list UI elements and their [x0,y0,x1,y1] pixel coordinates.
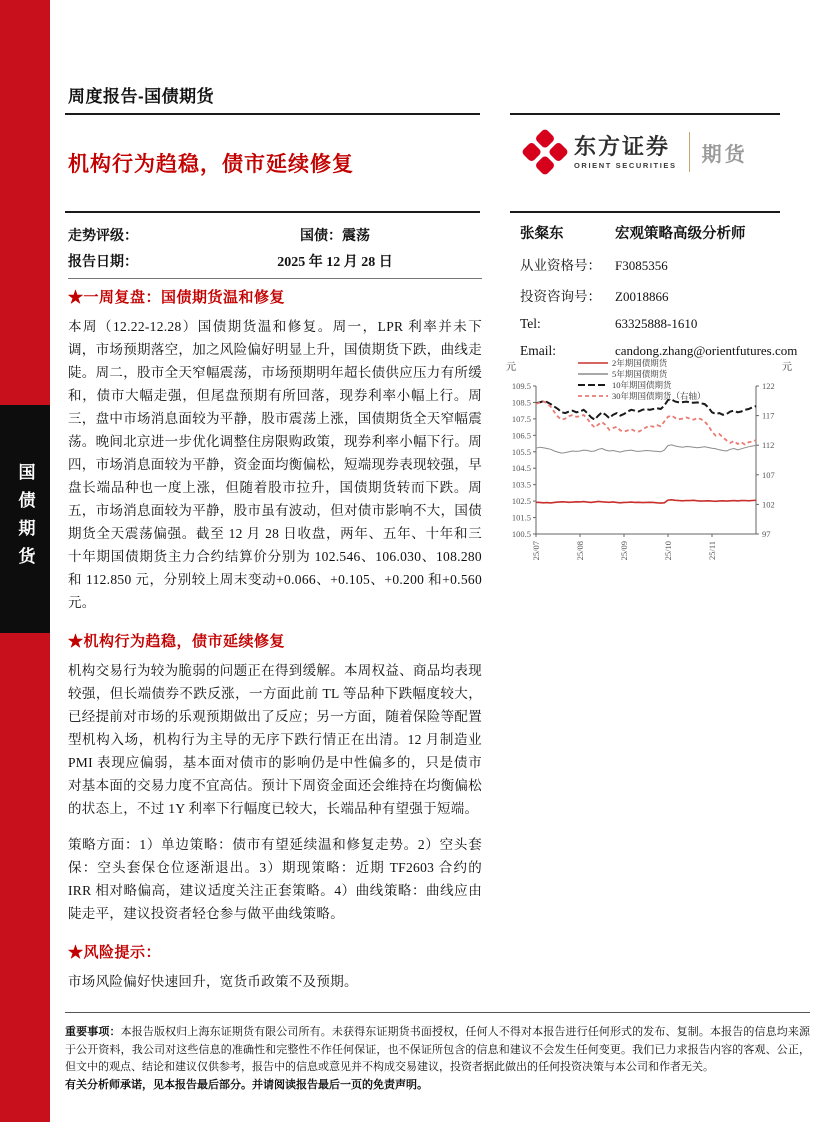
svg-text:25/11: 25/11 [707,541,717,561]
svg-text:25/10: 25/10 [663,541,673,561]
brand-logo [528,132,748,172]
svg-text:112: 112 [762,440,775,451]
svg-text:104.5: 104.5 [511,463,531,474]
left-accent-bar [0,0,50,1122]
main-text-column [68,286,482,1006]
cert-value: F3085356 [615,258,668,273]
svg-text:元: 元 [506,362,516,373]
svg-text:117: 117 [762,410,775,421]
brand-en-name: ORIENT SECURITIES [574,160,677,170]
table-row [68,222,482,248]
svg-text:108.5: 108.5 [511,397,531,408]
risk-paragraph: 市场风险偏好快速回升，宽货币政策不及预期。 [68,974,358,989]
title-rule-left [65,211,480,213]
institutional-paragraph: 机构交易行为较为脆弱的问题正在得到缓解。本周权益、商品均表现较强，但长端债券不跌反涨，一方面此前 TL 等品种下跌幅度较大，已经提前对市场的乐观预期做出了反应；另一方面，随着保险等配置型机构入场，机构行为主导的无序下跌行情正在出清。12 月制造业 PMI 表现应偏弱，基本面对债市的影响仍是中性偏多的，只是债市对基本面的交易力度不宜高估。预计下周资金面还会维持在均衡偏松的状态上，不过 1Y 利率下行幅度已较大，长端品种有望强于短端。 [68,663,482,816]
svg-text:2年期国债期货: 2年期国债期货 [612,358,668,368]
header-rule-left [65,113,480,115]
analyst-block [520,222,815,370]
section-heading-institutional: ★机构行为趋稳，债市延续修复 [68,634,286,650]
svg-text:109.5: 109.5 [511,381,531,391]
svg-text:105.5: 105.5 [511,446,531,457]
rating-label: 走势评级： [68,229,138,244]
report-date-label: 报告日期： [68,255,138,270]
svg-text:107: 107 [762,469,775,480]
section-heading-weekly-review: ★一周复盘：国债期货温和修复 [68,290,286,306]
page-title: 机构行为趋稳，债市延续修复 [68,153,354,176]
svg-text:25/07: 25/07 [531,541,541,561]
table-row [68,248,482,274]
analyst-commitment-note: 有关分析师承诺，见本报告最后部分。并请阅读报告最后一页的免责声明。 [65,1078,428,1091]
rating-value: 国债：震荡 [300,229,370,244]
weekly-review-paragraph: 本周（12.22-12.28）国债期货温和修复。周一，LPR 利率并未下调，市场预期落空，加之风险偏好明显上升，国债期货下跌，曲线走陡。周二，股市全天窄幅震荡，市场预期明年超长债供应压力有所缓和，债市大幅走强，但尾盘预期有所回落，现券利率小幅上行。周三，盘中市场消息面较为平静，股市震荡上涨，国债期货全天窄幅震荡。晚间北京进一步优化调整住房限购政策，现券利率小幅下行。周四，市场消息面较为平静，资金面均衡偏松，短端现券表现较强，早盘长端品种也一度上涨，但随着股市拉升，国债期货转而下跌。周五，市场消息面较为平静，股市虽有波动，但对债市影响不大，国债期货全天震荡偏强。截至 12 月 28 日收盘，两年、五年、十年和三十年期国债期货主力合约结算价分别为 102.546、106.030、108.280 和 112.850 元，分别较上周末变动+0.066、+0.105、+0.200 和+0.560 元。 [68,319,482,610]
strategy-paragraph: 策略方面：1）单边策略：债市有望延续温和修复走势。2）空头套保：空头套保仓位逐渐退出。3）期现策略：近期 TF2603 合约的 IRR 相对略偏高，建议适度关注正套策略。4）曲线策略：曲线应由陡走平，建议投资者轻仓参与做平曲线策略。 [68,837,482,921]
disclaimer-lead: 重要事项： [65,1026,121,1038]
svg-text:30年期国债期货（右轴）: 30年期国债期货（右轴） [612,391,706,401]
bond-futures-chart [492,356,814,596]
brand-unit-label: 期货 [701,143,748,166]
brand-cn-name: 东方证券 [574,133,671,159]
svg-text:107.5: 107.5 [511,413,531,424]
svg-text:122: 122 [762,381,775,391]
email-value: candong.zhang@orientfutures.com [615,343,798,358]
disclaimer-text [65,1024,810,1077]
sidebar-category-block [0,405,50,633]
brand-diamond-icon [521,128,569,176]
svg-text:102.5: 102.5 [511,496,531,507]
header-rule-right [510,113,780,115]
report-type-label: 周度报告-国债期货 [68,87,215,106]
rating-table [68,222,482,279]
tel-label: Tel: [520,316,541,331]
analyst-tel-row [520,316,815,332]
report-date-value: 2025 年 12 月 28 日 [277,255,393,270]
svg-text:102: 102 [762,499,775,510]
advisory-label: 投资咨询号： [520,289,601,304]
tel-value: 63325888-1610 [615,316,698,331]
svg-text:10年期国债期货: 10年期国债期货 [612,380,672,390]
svg-text:25/08: 25/08 [575,541,585,561]
svg-text:101.5: 101.5 [511,512,531,523]
analyst-name: 张粲东 [520,226,564,242]
analyst-advisory-row [520,285,815,305]
title-rule-right [510,211,780,213]
svg-text:元: 元 [782,362,792,373]
svg-text:97: 97 [762,529,771,539]
svg-text:5年期国债期货: 5年期国债期货 [612,369,668,379]
svg-text:103.5: 103.5 [511,479,531,490]
advisory-value: Z0018866 [615,289,669,304]
svg-text:25/09: 25/09 [619,541,629,561]
section-heading-risk: ★风险提示： [68,945,162,961]
sidebar-category-label: 国债期货 [15,463,35,575]
svg-text:100.5: 100.5 [511,529,531,539]
svg-text:106.5: 106.5 [511,430,531,441]
analyst-role: 宏观策略高级分析师 [615,226,746,242]
cert-label: 从业资格号： [520,258,601,273]
analyst-name-row [520,222,815,243]
email-label: Email: [520,343,556,358]
disclaimer-body: 本报告版权归上海东证期货有限公司所有。未获得东证期货书面授权，任何人不得对本报告进行任何形式的发布、复制。本报告的信息均来源于公开资料，我公司对这些信息的准确性和完整性不作任何保证，也不保证所包含的信息和建议不会发生任何变更。我们已力求报告内容的客观、公正，但文中的观点、结论和建议仅供参考，报告中的信息或意见并不构成交易建议，投资者据此做出的任何投资决策与本公司和作者无关。 [65,1026,810,1073]
analyst-cert-row [520,254,815,274]
brand-name-block [574,135,677,170]
line-chart-canvas [492,356,814,596]
footer-disclaimer [65,1012,810,1094]
brand-divider [689,132,690,172]
